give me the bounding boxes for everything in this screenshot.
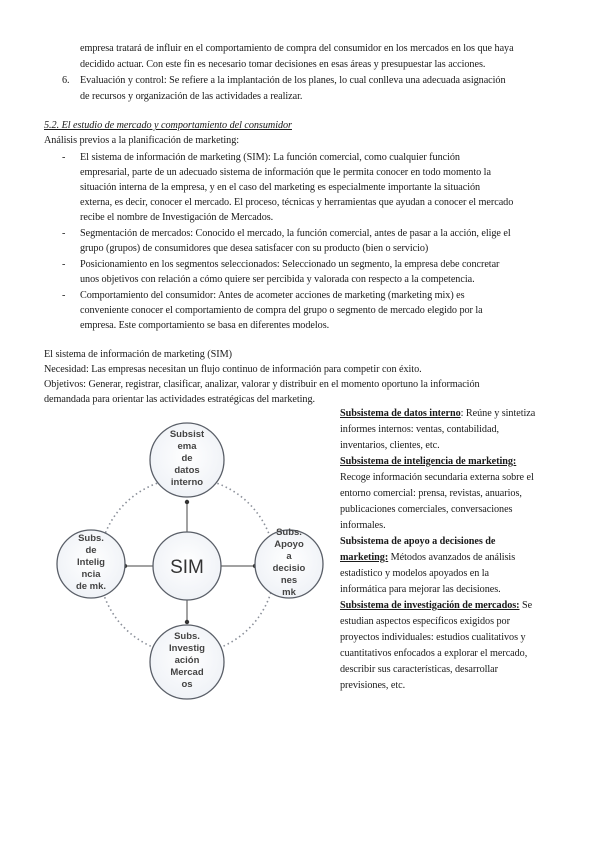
subsystem-1-line-1: Subsistema de datos interno: Reúne y sintetiza bbox=[340, 408, 536, 419]
svg-text:nes: nes bbox=[280, 575, 298, 586]
svg-text:Subs.: Subs. bbox=[174, 631, 200, 642]
subsystem-4-line-1: Subsistema de investigación de mercados: Se bbox=[340, 600, 533, 611]
node-center-label: SIM bbox=[170, 557, 204, 578]
node-investigacion-mercados bbox=[150, 625, 224, 699]
subsystem-1-title: Subsistema de datos interno bbox=[340, 408, 461, 419]
sim-objetivos-line-2: demandada para orientar las actividades estratégicas del marketing. bbox=[44, 394, 316, 405]
svg-text:de: de bbox=[85, 545, 97, 556]
subsystem-4-title: Subsistema de investigación de mercados: bbox=[340, 600, 520, 611]
subsystem-2-line-2: entorno comercial: prensa, revistas, anuarios, bbox=[340, 488, 522, 499]
svg-text:ación: ación bbox=[174, 655, 200, 666]
subsystem-3-line-2: marketing: Métodos avanzados de análisis bbox=[340, 552, 516, 563]
subsystem-3-line-3: estadístico y modelos apoyados en la bbox=[340, 568, 489, 579]
bullet-2-line-1: Segmentación de mercados: Conocido el mercado, la función comercial, antes de pasar a la acción, elige el bbox=[80, 228, 511, 239]
svg-text:Investig: Investig bbox=[169, 643, 205, 654]
svg-text:ncia: ncia bbox=[81, 569, 101, 580]
svg-text:de mk.: de mk. bbox=[75, 581, 107, 592]
list-number-6: 6. bbox=[62, 75, 70, 86]
svg-text:Intelig: Intelig bbox=[77, 557, 105, 568]
svg-text:decisio: decisio bbox=[272, 563, 306, 574]
node-sim-center bbox=[153, 532, 221, 600]
node-apoyo-decisiones bbox=[255, 527, 323, 598]
bullet-marker: - bbox=[62, 152, 66, 163]
bullet-2-line-2: grupo (grupos) de consumidores que desea satisfacer con su producto (bien o servicio) bbox=[80, 243, 429, 254]
bullet-1-line-3: situación interna de la empresa, y en el caso del marketing es especialmente importante la situación bbox=[80, 182, 481, 193]
subsystem-2-title: Subsistema de inteligencia de marketing: bbox=[340, 456, 517, 467]
bullet-3-line-1: Posicionamiento en los segmentos seleccionados: Seleccionado un segmento, la empresa debe concretar bbox=[80, 259, 500, 270]
subsystem-2-line-3: publicaciones comerciales, conversaciones bbox=[340, 504, 513, 515]
sim-objetivos-line-1: Objetivos: Generar, registrar, clasificar, analizar, valorar y distribuir en el momento oportuno la información bbox=[44, 379, 480, 390]
bullet-4-line-1: Comportamiento del consumidor: Antes de acometer acciones de marketing (marketing mix) es bbox=[80, 290, 465, 301]
bullet-1-line-4: externa, es decir, conocer el mercado. El proceso, técnicas y herramientas que ayudan a conocer el mercado bbox=[80, 197, 514, 208]
svg-text:mk: mk bbox=[282, 587, 296, 598]
svg-text:Subs.: Subs. bbox=[276, 527, 302, 538]
sim-title: El sistema de información de marketing (SIM) bbox=[44, 349, 232, 360]
subsystem-2-line-4: informales. bbox=[340, 520, 386, 531]
bullet-marker: - bbox=[62, 228, 66, 239]
subsystem-4-line-6: previsiones, etc. bbox=[340, 680, 406, 691]
subsystem-1-line-2: informes internos: ventas, contabilidad, bbox=[340, 424, 499, 435]
intro-line-2: decidido actuar. Con este fin es necesario tomar decisiones en esas áreas y presupuestar las acciones. bbox=[80, 59, 486, 70]
bullet-marker: - bbox=[62, 259, 66, 270]
bullet-4-line-2: conveniente conocer el comportamiento de compra del grupo o segmento de mercado elegido por la bbox=[80, 305, 483, 316]
section-heading: 5.2. El estudio de mercado y comportamiento del consumidor bbox=[44, 120, 292, 131]
subsystem-4-line-2: estudian aspectos específicos exigidos por bbox=[340, 616, 510, 627]
sim-necesidad: Necesidad: Las empresas necesitan un flujo continuo de información para competir con éxito. bbox=[44, 364, 422, 375]
svg-text:Mercad: Mercad bbox=[170, 667, 204, 678]
svg-text:de: de bbox=[181, 453, 193, 464]
bullet-4-line-3: empresa. Este comportamiento se basa en diferentes modelos. bbox=[80, 320, 330, 331]
bullet-1-line-5: recibe el nombre de Investigación de Mercados. bbox=[80, 212, 274, 223]
subsystem-4-line-3: proyectos individuales: estudios cualitativos y bbox=[340, 632, 526, 643]
bullet-marker: - bbox=[62, 290, 66, 301]
bullet-1-line-2: empresarial, parte de un adecuado sistema de información que le permita conocer en todo momento la bbox=[80, 167, 491, 178]
intro-line-1: empresa tratará de influir en el comportamiento de compra del consumidor en los mercados en los que haya bbox=[80, 43, 514, 54]
node-datos-interno bbox=[150, 423, 224, 497]
item-6-line-1: Evaluación y control: Se refiere a la implantación de los planes, lo cual conlleva una adecuada asignación bbox=[80, 75, 506, 86]
svg-text:Apoyo: Apoyo bbox=[274, 539, 304, 550]
bullet-3-line-2: unos objetivos con relación a cómo quiere ser percibida y valorada con respecto a la competencia. bbox=[80, 274, 475, 285]
section-intro: Análisis previos a la planificación de marketing: bbox=[44, 135, 240, 146]
subsystem-4-line-5: describir sus características, desarrollar bbox=[340, 664, 498, 675]
subsystem-1-line-3: inventarios, clientes, etc. bbox=[340, 440, 440, 451]
svg-text:ema: ema bbox=[177, 441, 197, 452]
svg-text:interno: interno bbox=[170, 477, 204, 488]
svg-text:a: a bbox=[286, 551, 292, 562]
svg-text:Subs.: Subs. bbox=[78, 533, 104, 544]
bullet-1-line-1: El sistema de información de marketing (SIM): La función comercial, como cualquier función bbox=[80, 152, 460, 163]
subsystem-4-line-4: cuantitativos enfocados a explorar el mercado, bbox=[340, 648, 528, 659]
svg-text:datos: datos bbox=[174, 465, 200, 476]
svg-text:Subsist: Subsist bbox=[169, 429, 205, 440]
subsystem-3-title: Subsistema de apoyo a decisiones de bbox=[340, 536, 496, 547]
svg-text:os: os bbox=[181, 679, 193, 690]
subsystem-3-line-4: informática para mejorar las decisiones. bbox=[340, 584, 501, 595]
node-inteligencia-mk bbox=[57, 530, 125, 598]
subsystem-2-line-1: Recoge información secundaria externa sobre el bbox=[340, 472, 534, 483]
sim-diagram bbox=[55, 390, 335, 710]
item-6-line-2: de recursos y organización de las actividades a realizar. bbox=[80, 91, 303, 102]
